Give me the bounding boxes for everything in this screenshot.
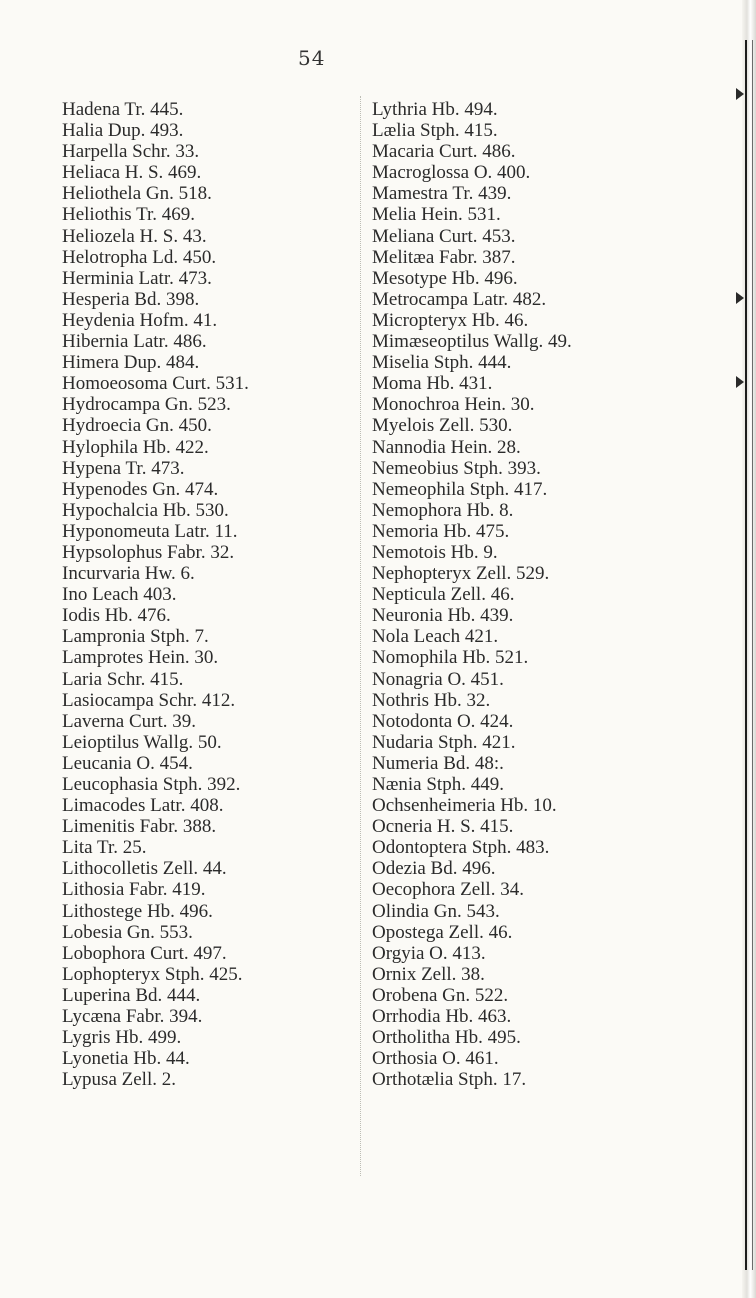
- index-entry: Meliana Curt. 453.: [372, 225, 516, 247]
- index-entry: Lobesia Gn. 553.: [62, 921, 193, 943]
- index-entry: Myelois Zell. 530.: [372, 415, 513, 437]
- index-entry: Herminia Latr. 473.: [62, 267, 212, 289]
- index-entry: Leucophasia Stph. 392.: [62, 774, 241, 795]
- index-entry: Nepticula Zell. 46.: [372, 584, 515, 606]
- index-entry: Hydroecia Gn. 450.: [62, 415, 212, 437]
- index-entry: Orrhodia Hb. 463.: [372, 1006, 512, 1028]
- index-entry: Nemotois Hb. 9.: [372, 541, 498, 563]
- index-entry: Hypochalcia Hb. 530.: [62, 499, 229, 521]
- index-entry: Lælia Stph. 415.: [372, 120, 498, 142]
- index-entry: Lampronia Stph. 7.: [62, 626, 209, 648]
- index-entry: Heliozela H. S. 43.: [62, 225, 207, 247]
- index-entry: Numeria Bd. 48:.: [372, 752, 504, 774]
- index-entry: Nemophora Hb. 8.: [372, 499, 514, 521]
- index-entry: Homoeosoma Curt. 531.: [62, 373, 249, 395]
- index-entry: Nudaria Stph. 421.: [372, 731, 516, 753]
- index-entry: Nænia Stph. 449.: [372, 774, 504, 795]
- spine-line: [752, 40, 753, 1270]
- index-entry: Heliaca H. S. 469.: [62, 162, 202, 184]
- edge-mark-icon: [736, 292, 744, 304]
- index-entry: Hesperia Bd. 398.: [62, 288, 200, 310]
- index-entry: Nola Leach 421.: [372, 626, 499, 648]
- index-entry: Lophopteryx Stph. 425.: [62, 963, 243, 985]
- index-entry: Lithosia Fabr. 419.: [62, 879, 206, 901]
- page-number: 54: [298, 46, 326, 70]
- index-entry: Nemeobius Stph. 393.: [372, 457, 541, 479]
- index-entry: Orthotælia Stph. 17.: [372, 1069, 527, 1091]
- index-entry: Neuronia Hb. 439.: [372, 605, 514, 627]
- index-entry: Limacodes Latr. 408.: [62, 795, 224, 817]
- index-entry: Melitæa Fabr. 387.: [372, 246, 516, 268]
- index-entry: Melia Hein. 531.: [372, 204, 501, 226]
- index-entry: Nemeophila Stph. 417.: [372, 478, 548, 500]
- index-column-right: [372, 99, 722, 1090]
- index-entry: Odontoptera Stph. 483.: [372, 837, 550, 859]
- edge-mark-icon: [736, 376, 744, 388]
- index-entry: Mimæseoptilus Wallg. 49.: [372, 331, 572, 353]
- index-entry: Lamprotes Hein. 30.: [62, 647, 219, 669]
- index-entry: Lithocolletis Zell. 44.: [62, 858, 227, 880]
- index-entry: Mamestra Tr. 439.: [372, 183, 512, 205]
- index-entry: Leucania O. 454.: [62, 752, 193, 774]
- index-entry: Ornix Zell. 38.: [372, 963, 485, 985]
- index-entry: Mesotype Hb. 496.: [372, 267, 518, 289]
- index-entry: Lycæna Fabr. 394.: [62, 1006, 203, 1028]
- index-entry: Lithostege Hb. 496.: [62, 900, 213, 922]
- index-entry: Ochsenheimeria Hb. 10.: [372, 795, 557, 817]
- index-entry: Heliothis Tr. 469.: [62, 204, 196, 226]
- index-entry: Oecophora Zell. 34.: [372, 879, 524, 901]
- index-entry: Nemoria Hb. 475.: [372, 520, 510, 542]
- index-entry: Miselia Stph. 444.: [372, 352, 512, 374]
- index-entry: Helotropha Ld. 450.: [62, 246, 217, 268]
- index-entry: Micropteryx Hb. 46.: [372, 309, 529, 331]
- index-entry: Leioptilus Wallg. 50.: [62, 731, 222, 753]
- index-entry: Laverna Curt. 39.: [62, 710, 197, 732]
- index-entry: Nephopteryx Zell. 529.: [372, 563, 550, 585]
- index-entry: Hydrocampa Gn. 523.: [62, 394, 231, 416]
- index-entry: Hyponomeuta Latr. 11.: [62, 520, 238, 542]
- index-column-left: [62, 99, 332, 1090]
- index-entry: Odezia Bd. 496.: [372, 858, 496, 880]
- spine-line: [745, 40, 747, 1270]
- index-entry: Halia Dup. 493.: [62, 120, 184, 142]
- index-entry: Heydenia Hofm. 41.: [62, 309, 218, 331]
- index-entry: Hypena Tr. 473.: [62, 457, 185, 479]
- index-entry: Lygris Hb. 499.: [62, 1027, 182, 1049]
- index-entry: Notodonta O. 424.: [372, 710, 514, 732]
- index-entry: Metrocampa Latr. 482.: [372, 288, 547, 310]
- index-entry: Orobena Gn. 522.: [372, 984, 509, 1006]
- index-entry: Nonagria O. 451.: [372, 668, 504, 690]
- index-entry: Hadena Tr. 445.: [62, 99, 184, 120]
- index-entry: Monochroa Hein. 30.: [372, 394, 535, 416]
- index-entry: Lobophora Curt. 497.: [62, 942, 227, 964]
- index-entry: Macroglossa O. 400.: [372, 162, 531, 184]
- index-entry: Nomophila Hb. 521.: [372, 647, 529, 669]
- index-entry: Orgyia O. 413.: [372, 942, 486, 964]
- index-entry: Olindia Gn. 543.: [372, 900, 500, 922]
- index-entry: Nannodia Hein. 28.: [372, 436, 521, 458]
- index-entry: Opostega Zell. 46.: [372, 921, 513, 943]
- index-entry: Ocneria H. S. 415.: [372, 816, 514, 838]
- index-entry: Hylophila Hb. 422.: [62, 436, 209, 458]
- index-entry: Incurvaria Hw. 6.: [62, 563, 195, 585]
- index-entry: Hypenodes Gn. 474.: [62, 478, 219, 500]
- index-entry: Harpella Schr. 33.: [62, 141, 200, 163]
- column-divider: [360, 96, 361, 1176]
- index-entry: Lita Tr. 25.: [62, 837, 147, 859]
- index-entry: Iodis Hb. 476.: [62, 605, 171, 627]
- index-entry: Himera Dup. 484.: [62, 352, 200, 374]
- index-entry: Hibernia Latr. 486.: [62, 331, 207, 353]
- index-entry: Orthosia O. 461.: [372, 1048, 499, 1070]
- index-entry: Lasiocampa Schr. 412.: [62, 689, 236, 711]
- book-spine-edge: [742, 0, 756, 1298]
- index-entry: Limenitis Fabr. 388.: [62, 816, 217, 838]
- index-entry: Lypusa Zell. 2.: [62, 1069, 176, 1091]
- index-entry: Laria Schr. 415.: [62, 668, 184, 690]
- index-entry: Ino Leach 403.: [62, 584, 177, 606]
- index-entry: Macaria Curt. 486.: [372, 141, 516, 163]
- index-entry: Hypsolophus Fabr. 32.: [62, 541, 235, 563]
- edge-mark-icon: [736, 88, 744, 100]
- index-entry: Nothris Hb. 32.: [372, 689, 491, 711]
- index-entry: Lythria Hb. 494.: [372, 99, 498, 120]
- index-entry: Heliothela Gn. 518.: [62, 183, 212, 205]
- index-entry: Moma Hb. 431.: [372, 373, 493, 395]
- index-entry: Ortholitha Hb. 495.: [372, 1027, 521, 1049]
- index-entry: Luperina Bd. 444.: [62, 984, 201, 1006]
- index-entry: Lyonetia Hb. 44.: [62, 1048, 190, 1070]
